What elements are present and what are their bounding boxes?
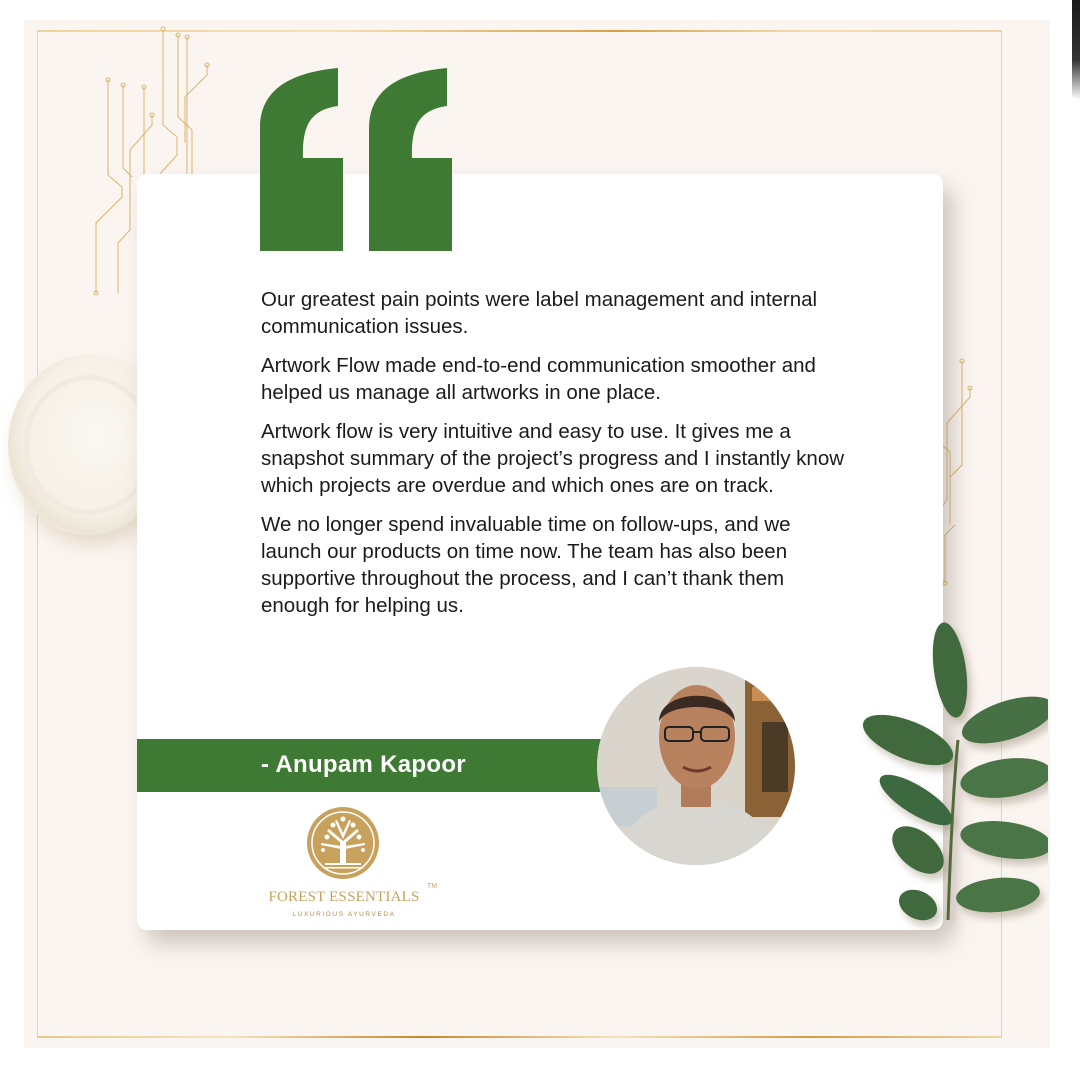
quote-paragraph: We no longer spend invaluable time on follow-ups, and we launch our products on time now. The team has also been supportive throughout the process, and I can’t thank them enough for helping us. xyxy=(261,513,791,617)
brand-name: FOREST ESSENTIALS xyxy=(268,889,420,905)
cream-jar-rim xyxy=(24,375,154,515)
quote-paragraph: Artwork Flow made end-to-end communication smoother and helped us manage all artworks in one place. xyxy=(261,354,816,404)
author-avatar xyxy=(597,667,795,865)
brand-tagline: LUXURIOUS AYURVEDA xyxy=(292,911,396,918)
leaf-sprig-icon xyxy=(858,610,1048,930)
testimonial-quote xyxy=(261,286,851,631)
author-name-band xyxy=(137,739,607,792)
corner-shadow xyxy=(1072,0,1080,100)
quote-paragraph: Artwork flow is very intuitive and easy to use. It gives me a snapshot summary of the project’s progress and I instantly know which projects are overdue and which ones are on track. xyxy=(261,420,845,497)
author-name: - Anupam Kapoor xyxy=(261,751,466,778)
frame-bottom-line xyxy=(37,1036,1002,1038)
quote-open-icon xyxy=(260,68,460,251)
quote-paragraph: Our greatest pain points were label management and internal communication issues. xyxy=(261,288,818,338)
brand-trademark: TM xyxy=(427,883,438,890)
tree-of-life-logo-icon xyxy=(305,805,381,881)
avatar-portrait-icon xyxy=(597,667,795,865)
